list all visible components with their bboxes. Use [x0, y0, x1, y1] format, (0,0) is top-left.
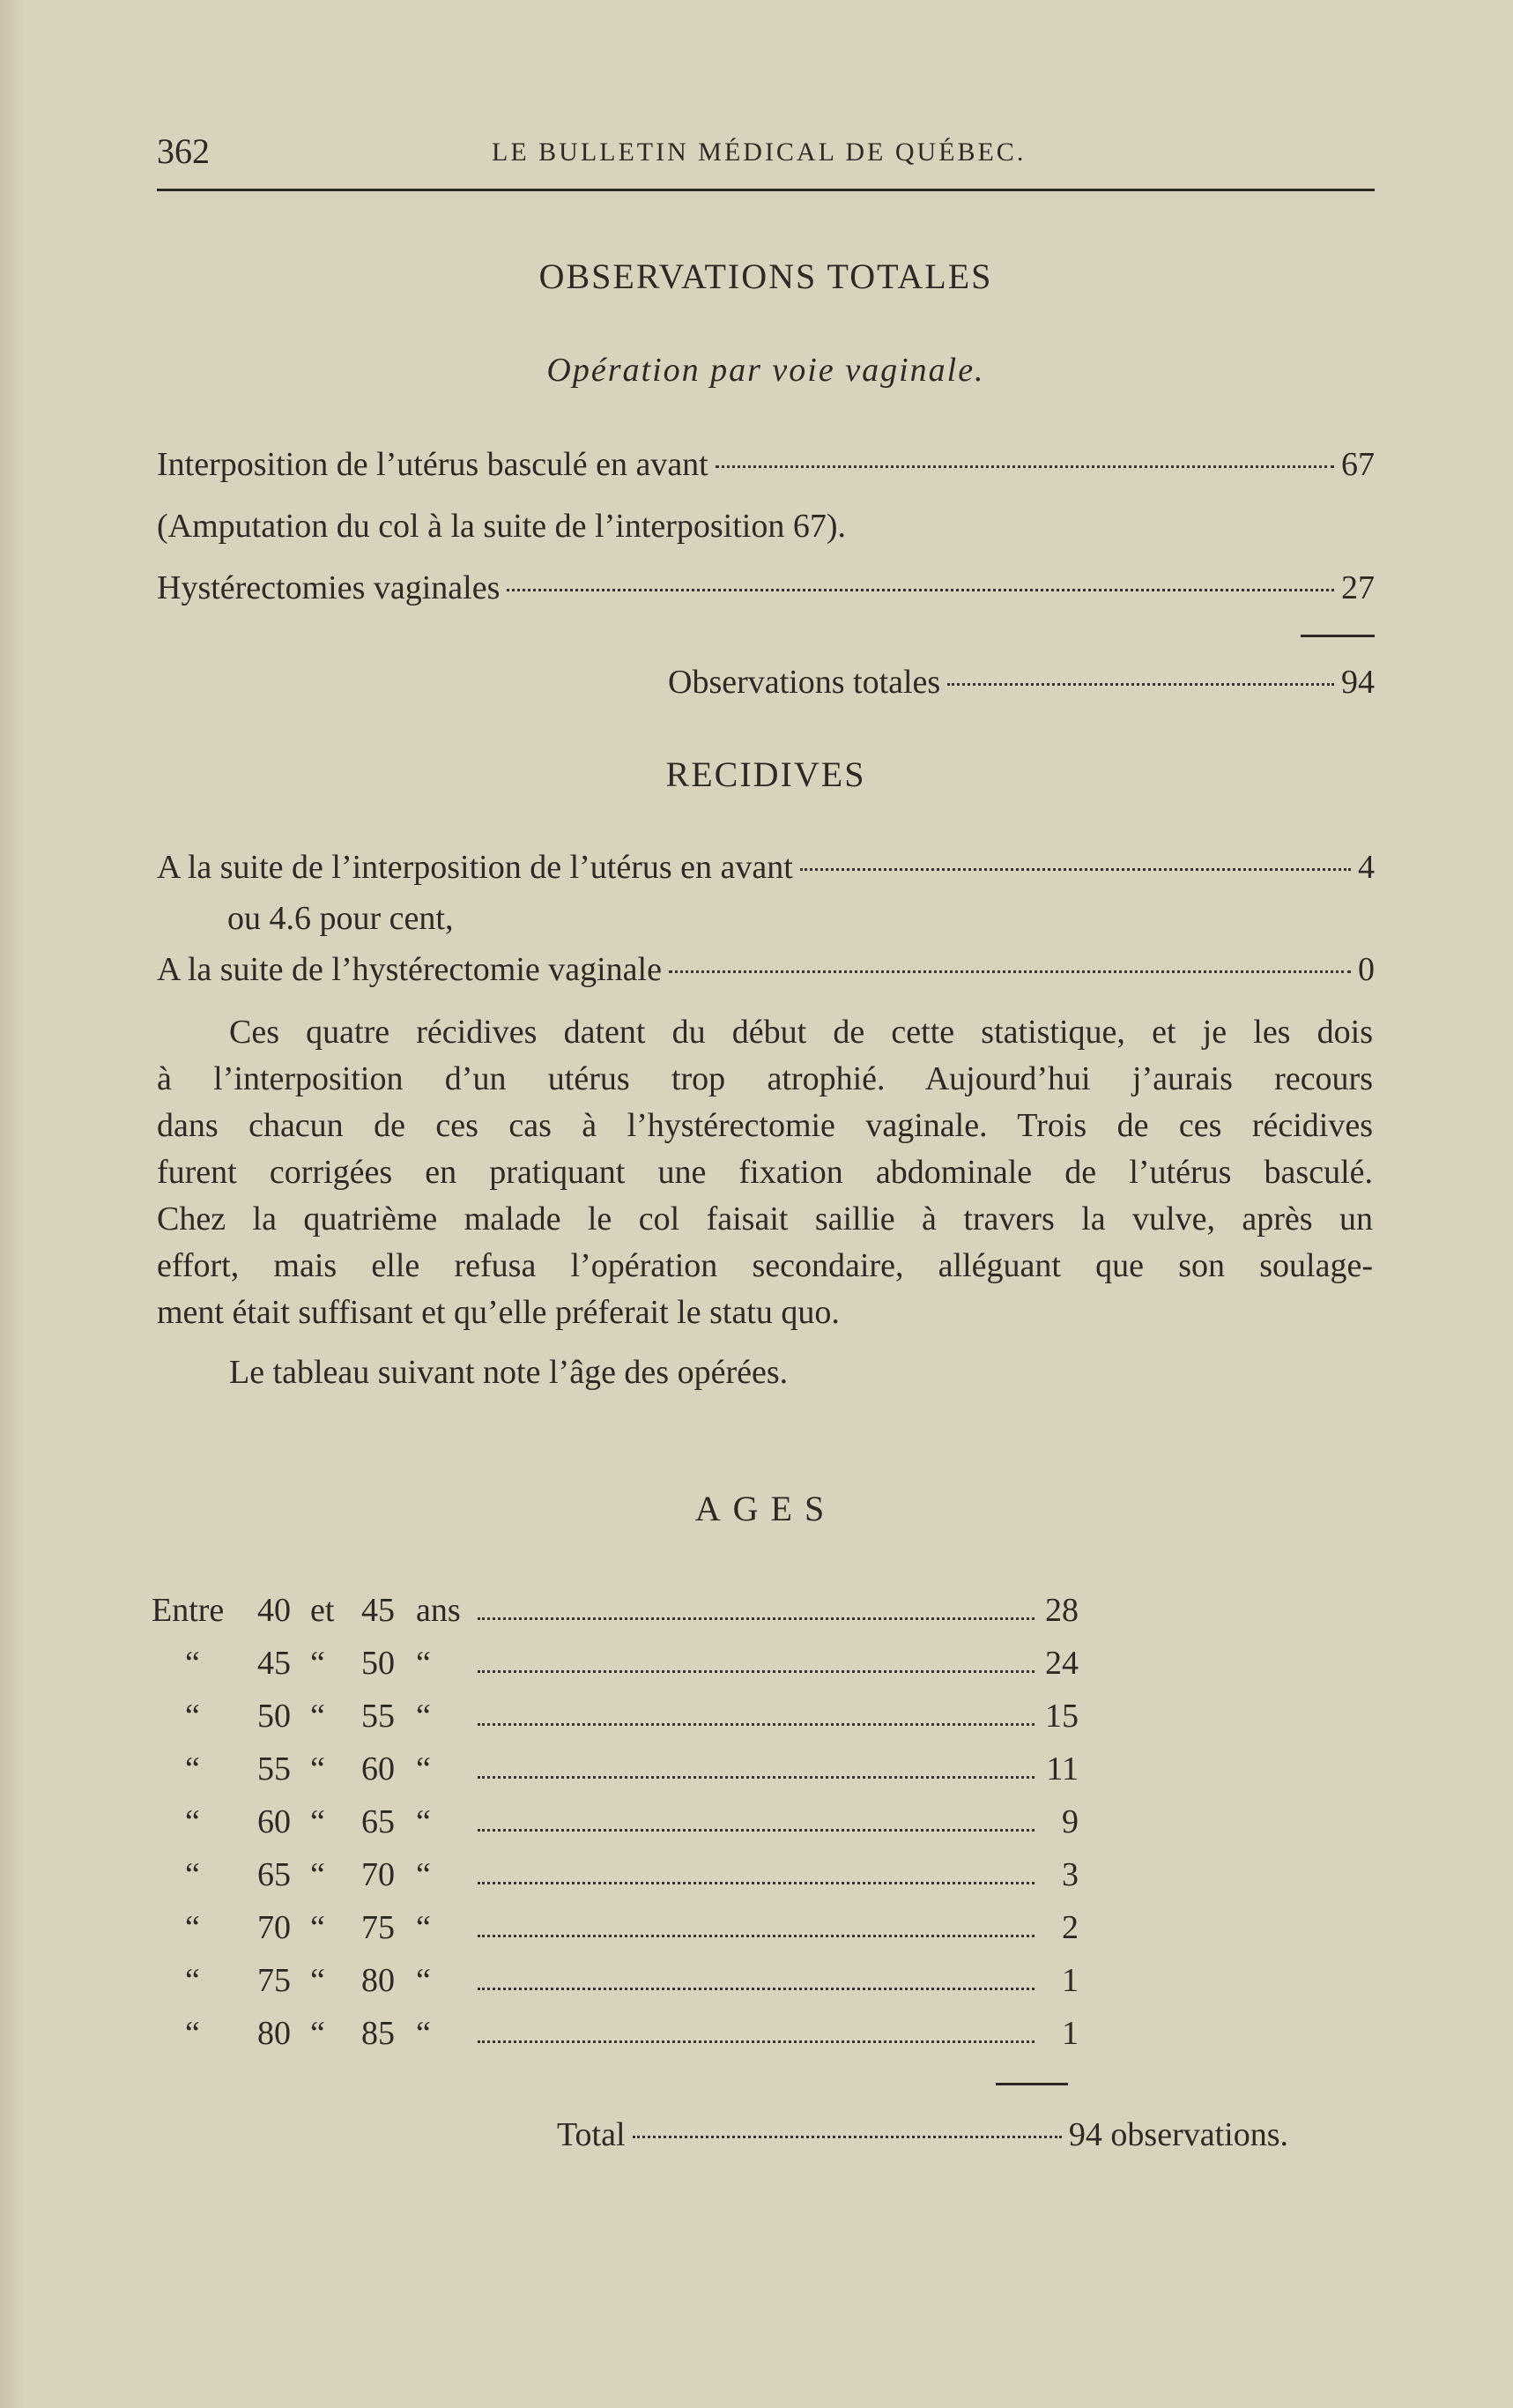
amputation-note: (Amputation du col à la suite de l’interposition 67). — [157, 508, 847, 545]
ditto-mark: “ — [185, 1856, 200, 1893]
recidive-interposition-label: A la suite de l’interposition de l’utérus en avant — [157, 849, 793, 886]
ditto-mark: “ — [185, 1803, 200, 1840]
dot-leader — [478, 1723, 1035, 1726]
recidive-interposition-value: 4 — [1358, 849, 1375, 886]
dot-leader — [669, 970, 1351, 973]
age-row-et: et — [310, 1592, 335, 1629]
dot-leader — [478, 1935, 1035, 1937]
ditto-mark: “ — [310, 1909, 325, 1946]
age-row-to: 50 — [361, 1645, 395, 1682]
ditto-mark: “ — [416, 1803, 431, 1840]
age-row-from: 80 — [257, 2015, 291, 2052]
ditto-mark: “ — [416, 1698, 431, 1735]
recidive-hysterectomie-value: 0 — [1358, 951, 1375, 988]
observations-total-value: 94 — [1341, 664, 1375, 701]
row-recidive-hysterectomie — [157, 950, 1375, 989]
row-observations-total — [668, 663, 1375, 702]
ditto-mark: “ — [185, 1698, 200, 1735]
age-row-count: 28 — [1045, 1592, 1079, 1629]
paragraph-line: furent corrigées en pratiquant une fixation abdominale de l’utérus basculé. — [157, 1154, 1373, 1191]
dot-leader — [478, 1617, 1035, 1620]
age-row-count: 9 — [1062, 1803, 1079, 1840]
dot-leader — [478, 1670, 1035, 1673]
dot-leader — [800, 868, 1351, 871]
observations-title: OBSERVATIONS TOTALES — [538, 256, 993, 296]
observations-subtitle: Opération par voie vaginale. — [546, 352, 985, 389]
dot-leader — [478, 1988, 1035, 1990]
age-row — [152, 1697, 1079, 1746]
age-row-from: 65 — [257, 1856, 291, 1893]
ditto-mark: “ — [185, 1645, 200, 1682]
dot-leader — [947, 683, 1334, 686]
age-row — [152, 1644, 1079, 1693]
ditto-mark: “ — [185, 2015, 200, 2052]
age-row — [152, 1750, 1079, 1799]
paragraph-line: dans chacun de ces cas à l’hystérectomie vaginale. Trois de ces récidives — [157, 1107, 1373, 1144]
observations-total-label: Observations totales — [668, 664, 941, 701]
ditto-mark: “ — [416, 1645, 431, 1682]
running-title: LE BULLETIN MÉDICAL DE QUÉBEC. — [492, 137, 1027, 167]
age-row-from: 75 — [257, 1962, 291, 1999]
ditto-mark: “ — [185, 1962, 200, 1999]
dot-leader — [478, 1776, 1035, 1779]
age-row-from: 55 — [257, 1750, 291, 1787]
row-interposition-value: 67 — [1341, 446, 1375, 483]
age-row-to: 85 — [361, 2015, 395, 2052]
ages-total-value: 94 observations. — [1068, 2116, 1288, 2153]
ditto-mark: “ — [416, 2015, 431, 2052]
ages-title: AGES — [694, 1489, 837, 1528]
ditto-mark: “ — [310, 1803, 325, 1840]
ditto-mark: “ — [310, 1962, 325, 1999]
recidive-percentage: ou 4.6 pour cent, — [227, 900, 454, 937]
ditto-mark: “ — [416, 1909, 431, 1946]
ages-sum-rule — [996, 2083, 1068, 2085]
row-interposition-label: Interposition de l’utérus basculé en avant — [157, 446, 708, 483]
ages-total-row — [557, 2115, 1288, 2154]
ditto-mark: “ — [416, 1750, 431, 1787]
age-row-count: 3 — [1062, 1856, 1079, 1893]
age-row-to: 55 — [361, 1698, 395, 1735]
dot-leader — [633, 2136, 1062, 2138]
header-rule — [157, 189, 1375, 191]
row-hysterectomies — [157, 569, 1375, 607]
recidive-hysterectomie-label: A la suite de l’hystérectomie vaginale — [157, 951, 662, 988]
paragraph-line: à l’interposition d’un utérus trop atrophié. Aujourd’hui j’aurais recours — [157, 1060, 1373, 1097]
age-row — [152, 1802, 1079, 1852]
row-interposition — [157, 445, 1375, 484]
age-row — [152, 1855, 1079, 1905]
paragraph-line: Chez la quatrième malade le col faisait saillie à travers la vulve, après un — [157, 1200, 1373, 1237]
age-row-from: 60 — [257, 1803, 291, 1840]
age-row-ans: ans — [416, 1592, 461, 1629]
dot-leader — [478, 1882, 1035, 1884]
dot-leader — [478, 2040, 1035, 2043]
age-row-count: 1 — [1062, 1962, 1079, 1999]
ditto-mark: “ — [310, 1750, 325, 1787]
age-row-from: 70 — [257, 1909, 291, 1946]
paragraph-line: ment était suffisant et qu’elle préferait le statu quo. — [157, 1294, 840, 1331]
row-recidive-interposition — [157, 848, 1375, 887]
page-binding-edge — [0, 0, 25, 2408]
table-intro: Le tableau suivant note l’âge des opérées. — [229, 1354, 789, 1391]
paragraph-line: effort, mais elle refusa l’opération secondaire, alléguant que son soulage- — [157, 1247, 1373, 1284]
ditto-mark: “ — [310, 1698, 325, 1735]
age-row — [152, 1591, 1079, 1640]
age-row-to: 70 — [361, 1856, 395, 1893]
age-row-count: 1 — [1062, 2015, 1079, 2052]
page-header — [157, 130, 1373, 183]
age-row-count: 2 — [1062, 1909, 1079, 1946]
age-row-from: 40 — [257, 1592, 291, 1629]
ditto-mark: “ — [416, 1856, 431, 1893]
page-number: 362 — [157, 131, 210, 171]
row-hysterectomies-label: Hystérectomies vaginales — [157, 569, 501, 606]
row-hysterectomies-value: 27 — [1341, 569, 1375, 606]
age-row — [152, 2014, 1079, 2063]
ages-total-label: Total — [557, 2116, 626, 2153]
recidives-title: RECIDIVES — [665, 754, 866, 794]
age-row — [152, 1961, 1079, 2010]
age-row-to: 80 — [361, 1962, 395, 1999]
ditto-mark: “ — [310, 1645, 325, 1682]
sum-rule — [1301, 635, 1375, 637]
age-row-to: 60 — [361, 1750, 395, 1787]
age-row-count: 11 — [1046, 1750, 1079, 1787]
ditto-mark: “ — [185, 1750, 200, 1787]
age-row — [152, 1908, 1079, 1958]
ditto-mark: “ — [416, 1962, 431, 1999]
age-row-from: 45 — [257, 1645, 291, 1682]
age-row-to: 65 — [361, 1803, 395, 1840]
paragraph-line: Ces quatre récidives datent du début de cette statistique, et je les dois — [229, 1014, 1373, 1051]
age-row-entre: Entre — [152, 1592, 225, 1629]
ditto-mark: “ — [310, 2015, 325, 2052]
ditto-mark: “ — [310, 1856, 325, 1893]
age-row-to: 75 — [361, 1909, 395, 1946]
age-row-from: 50 — [257, 1698, 291, 1735]
ditto-mark: “ — [185, 1909, 200, 1946]
dot-leader — [478, 1829, 1035, 1832]
age-row-to: 45 — [361, 1592, 395, 1629]
age-row-count: 24 — [1045, 1645, 1079, 1682]
dot-leader — [716, 465, 1334, 468]
dot-leader — [507, 589, 1334, 591]
age-row-count: 15 — [1045, 1698, 1079, 1735]
body-paragraph — [157, 1009, 1373, 1336]
